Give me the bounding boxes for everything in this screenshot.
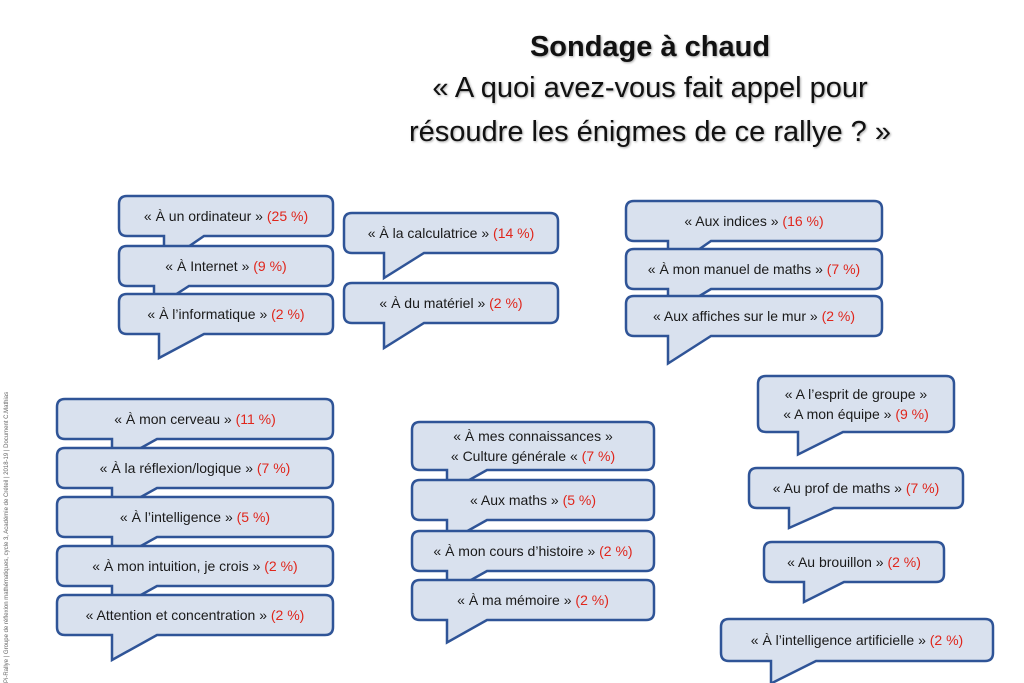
bubble-text [57,497,333,537]
bubble-answer [653,306,855,326]
bubble-text [344,213,558,253]
bubble-answer [787,552,921,572]
bubble-text [412,580,654,620]
bubble-ordinateur [119,196,333,236]
bubble-text [57,399,333,439]
bubble-affiches [626,296,882,336]
bubble-percent: (9 %) [895,406,929,422]
bubble-label: « Aux maths » [469,492,563,508]
bubble-percent: (2 %) [887,554,921,570]
title-line-2: « A quoi avez-vous fait appel pour [432,72,868,104]
bubble-label: « Au brouillon » [787,554,888,570]
bubble-answer [165,256,286,276]
bubble-label: « Au prof de maths » [772,480,906,496]
bubble-percent: (7 %) [905,480,940,496]
bubble-percent: (2 %) [821,308,856,324]
bubble-line-1: « A l’esprit de groupe » [784,386,928,402]
bubble-line-1: « À mes connaissances » [453,428,613,444]
bubble-percent: (2 %) [489,295,523,311]
bubble-answer [86,605,305,625]
bubble-answer [379,293,522,313]
bubble-text [119,294,333,334]
bubble-label: « À la calculatrice » [367,225,494,241]
bubble-percent: (5 %) [236,509,271,525]
bubble-percent: (2 %) [271,306,305,322]
bubble-groupe [758,376,954,432]
bubble-percent: (7 %) [256,460,291,476]
bubble-label: « À Internet » [165,258,254,274]
bubble-text [626,201,882,241]
bubble-label: « À mon intuition, je crois » [92,558,265,574]
bubble-text [412,480,654,520]
bubble-answer [470,490,596,510]
bubble-label: « À la réflexion/logique » [99,460,257,476]
bubble-percent: (25 %) [266,208,309,224]
bubble-label: « À l’intelligence artificielle » [750,632,930,648]
bubble-answer [773,478,940,498]
bubble-percent: (7 %) [581,448,616,464]
bubble-maths [412,480,654,520]
bubble-answer [147,304,304,324]
bubble-text [57,595,333,635]
slide-title [300,28,1000,154]
bubble-label: « À du matériel » [379,295,490,311]
bubble-manuel [626,249,882,289]
bubble-text [344,283,558,323]
bubble-text [749,468,963,508]
bubble-attention [57,595,333,635]
bubble-percent: (9 %) [253,258,287,274]
bubble-answer [144,206,308,226]
bubble-text [57,546,333,586]
bubble-internet [119,246,333,286]
title-line-3: résoudre les énigmes de ce rallye ? » [409,116,891,148]
bubble-label: « À l’intelligence » [119,509,237,525]
bubble-text [57,448,333,488]
bubble-intelligence [57,497,333,537]
bubble-text [721,619,993,661]
bubble-label: « À mon manuel de maths » [647,261,827,277]
bubble-text [119,246,333,286]
bubble-answer [648,259,860,279]
bubble-informatique [119,294,333,334]
bubble-percent: (2 %) [929,632,964,648]
bubble-percent: (11 %) [235,411,276,427]
bubble-label: « À un ordinateur » [143,208,267,224]
bubble-text [626,249,882,289]
bubble-text [412,422,654,470]
bubble-text [758,376,954,432]
bubble-label: « Attention et concentration » [85,607,271,623]
bubble-percent: (7 %) [826,261,861,277]
bubble-reflexion [57,448,333,488]
bubble-answer [368,223,535,243]
bubble-answer [684,211,823,231]
bubble-answer [120,507,270,527]
bubble-histoire [412,531,654,571]
bubble-percent: (2 %) [264,558,298,574]
bubble-intuition [57,546,333,586]
bubble-percent: (2 %) [575,592,609,608]
bubble-answer [92,556,297,576]
bubble-label: « A mon équipe » [783,406,896,422]
bubble-text [412,531,654,571]
bubble-label: « Aux affiches sur le mur » [652,308,822,324]
bubble-calculatrice [344,213,558,253]
bubble-answer [457,590,609,610]
bubble-materiel [344,283,558,323]
bubble-percent: (2 %) [270,607,305,623]
bubble-memoire [412,580,654,620]
bubble-answer [433,541,632,561]
bubble-answer [783,404,929,424]
bubble-percent: (14 %) [493,225,535,241]
bubble-percent: (5 %) [562,492,597,508]
bubble-text [119,196,333,236]
bubble-percent: (16 %) [782,213,824,229]
bubble-label: « Aux indices » [684,213,783,229]
title-line-1: Sondage à chaud [529,31,771,63]
bubble-brouillon [764,542,944,582]
bubble-cerveau [57,399,333,439]
bubble-indices [626,201,882,241]
bubble-connaissances [412,422,654,470]
bubble-label: « À mon cours d’histoire » [433,543,600,559]
bubble-answer [100,458,291,478]
side-note: Pi-Rallye | Groupe de réflexion mathématiques, cycle 3, Académie de Créteil | 2018-19 | Document C.Mathias [4,391,10,683]
bubble-prof [749,468,963,508]
bubble-label: « Culture générale « [450,448,582,464]
bubble-label: « À mon cerveau » [114,411,236,427]
bubble-label: « À l’informatique » [147,306,272,322]
bubble-ia [721,619,993,661]
bubble-text [626,296,882,336]
bubble-percent: (2 %) [599,543,633,559]
bubble-text [764,542,944,582]
bubble-answer [751,630,963,650]
bubble-label: « À ma mémoire » [457,592,576,608]
bubble-answer [451,446,615,466]
bubble-answer [114,409,276,429]
